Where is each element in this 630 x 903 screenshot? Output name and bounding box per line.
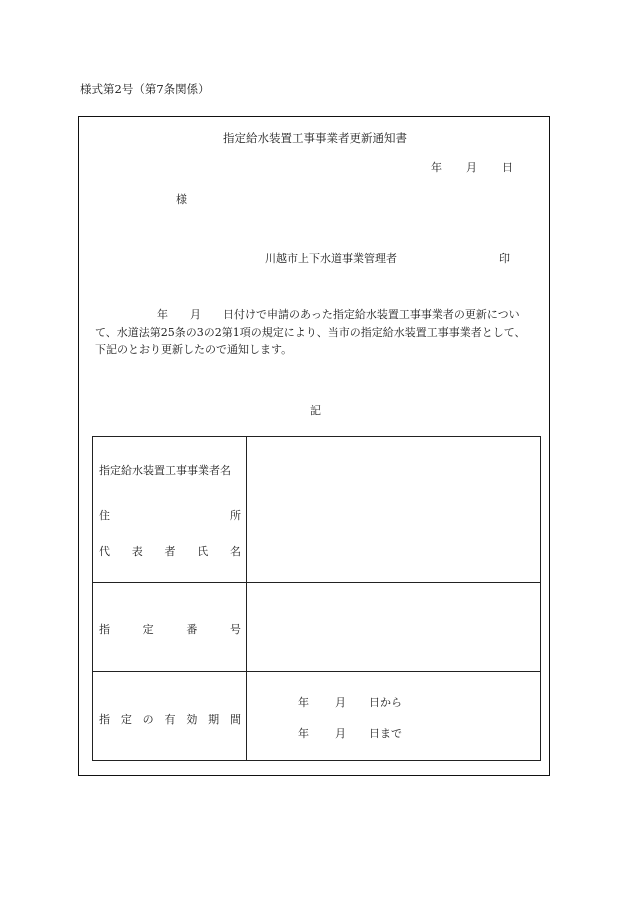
table-column-divider: [246, 437, 247, 760]
label-designation-number: 指 定 番 号: [99, 623, 241, 636]
body-paragraph: [95, 306, 547, 359]
label-business-name: 指定給水装置工事事業者名: [99, 464, 231, 477]
validity-from-day: 日から: [369, 696, 402, 709]
validity-from-month: 月: [335, 696, 346, 709]
body-line-2: て、水道法第25条の3の2第1項の規定により、当市の指定給水装置工事事業者として、: [95, 325, 526, 339]
label-validity-period: 指 定 の 有 効 期 間: [99, 713, 241, 726]
addressee-honorific: 様: [176, 193, 187, 206]
date-month: 月: [466, 161, 477, 174]
validity-to-month: 月: [335, 727, 346, 740]
body-line-3: 下記のとおり更新したので通知します。: [95, 343, 293, 356]
date-year: 年: [431, 161, 442, 174]
validity-to-year: 年: [298, 727, 309, 740]
issuer-name: 川越市上下水道事業管理者: [265, 252, 397, 265]
form-label: 様式第2号（第7条関係）: [80, 82, 210, 96]
validity-to-day: 日まで: [369, 727, 402, 740]
label-address: 住 所: [99, 509, 241, 522]
date-day: 日: [502, 161, 513, 174]
details-table: [92, 436, 541, 761]
body-line-1: 年 月 日付けで申請のあった指定給水装置工事事業者の更新につい: [157, 308, 520, 321]
table-row-divider: [93, 671, 540, 672]
validity-from-year: 年: [298, 696, 309, 709]
label-representative-name: 代 表 者 氏 名: [99, 545, 241, 558]
seal-mark: 印: [499, 252, 510, 265]
ki-mark: 記: [310, 404, 321, 417]
document-title: 指定給水装置工事事業者更新通知書: [223, 131, 407, 145]
table-row-divider: [93, 582, 540, 583]
